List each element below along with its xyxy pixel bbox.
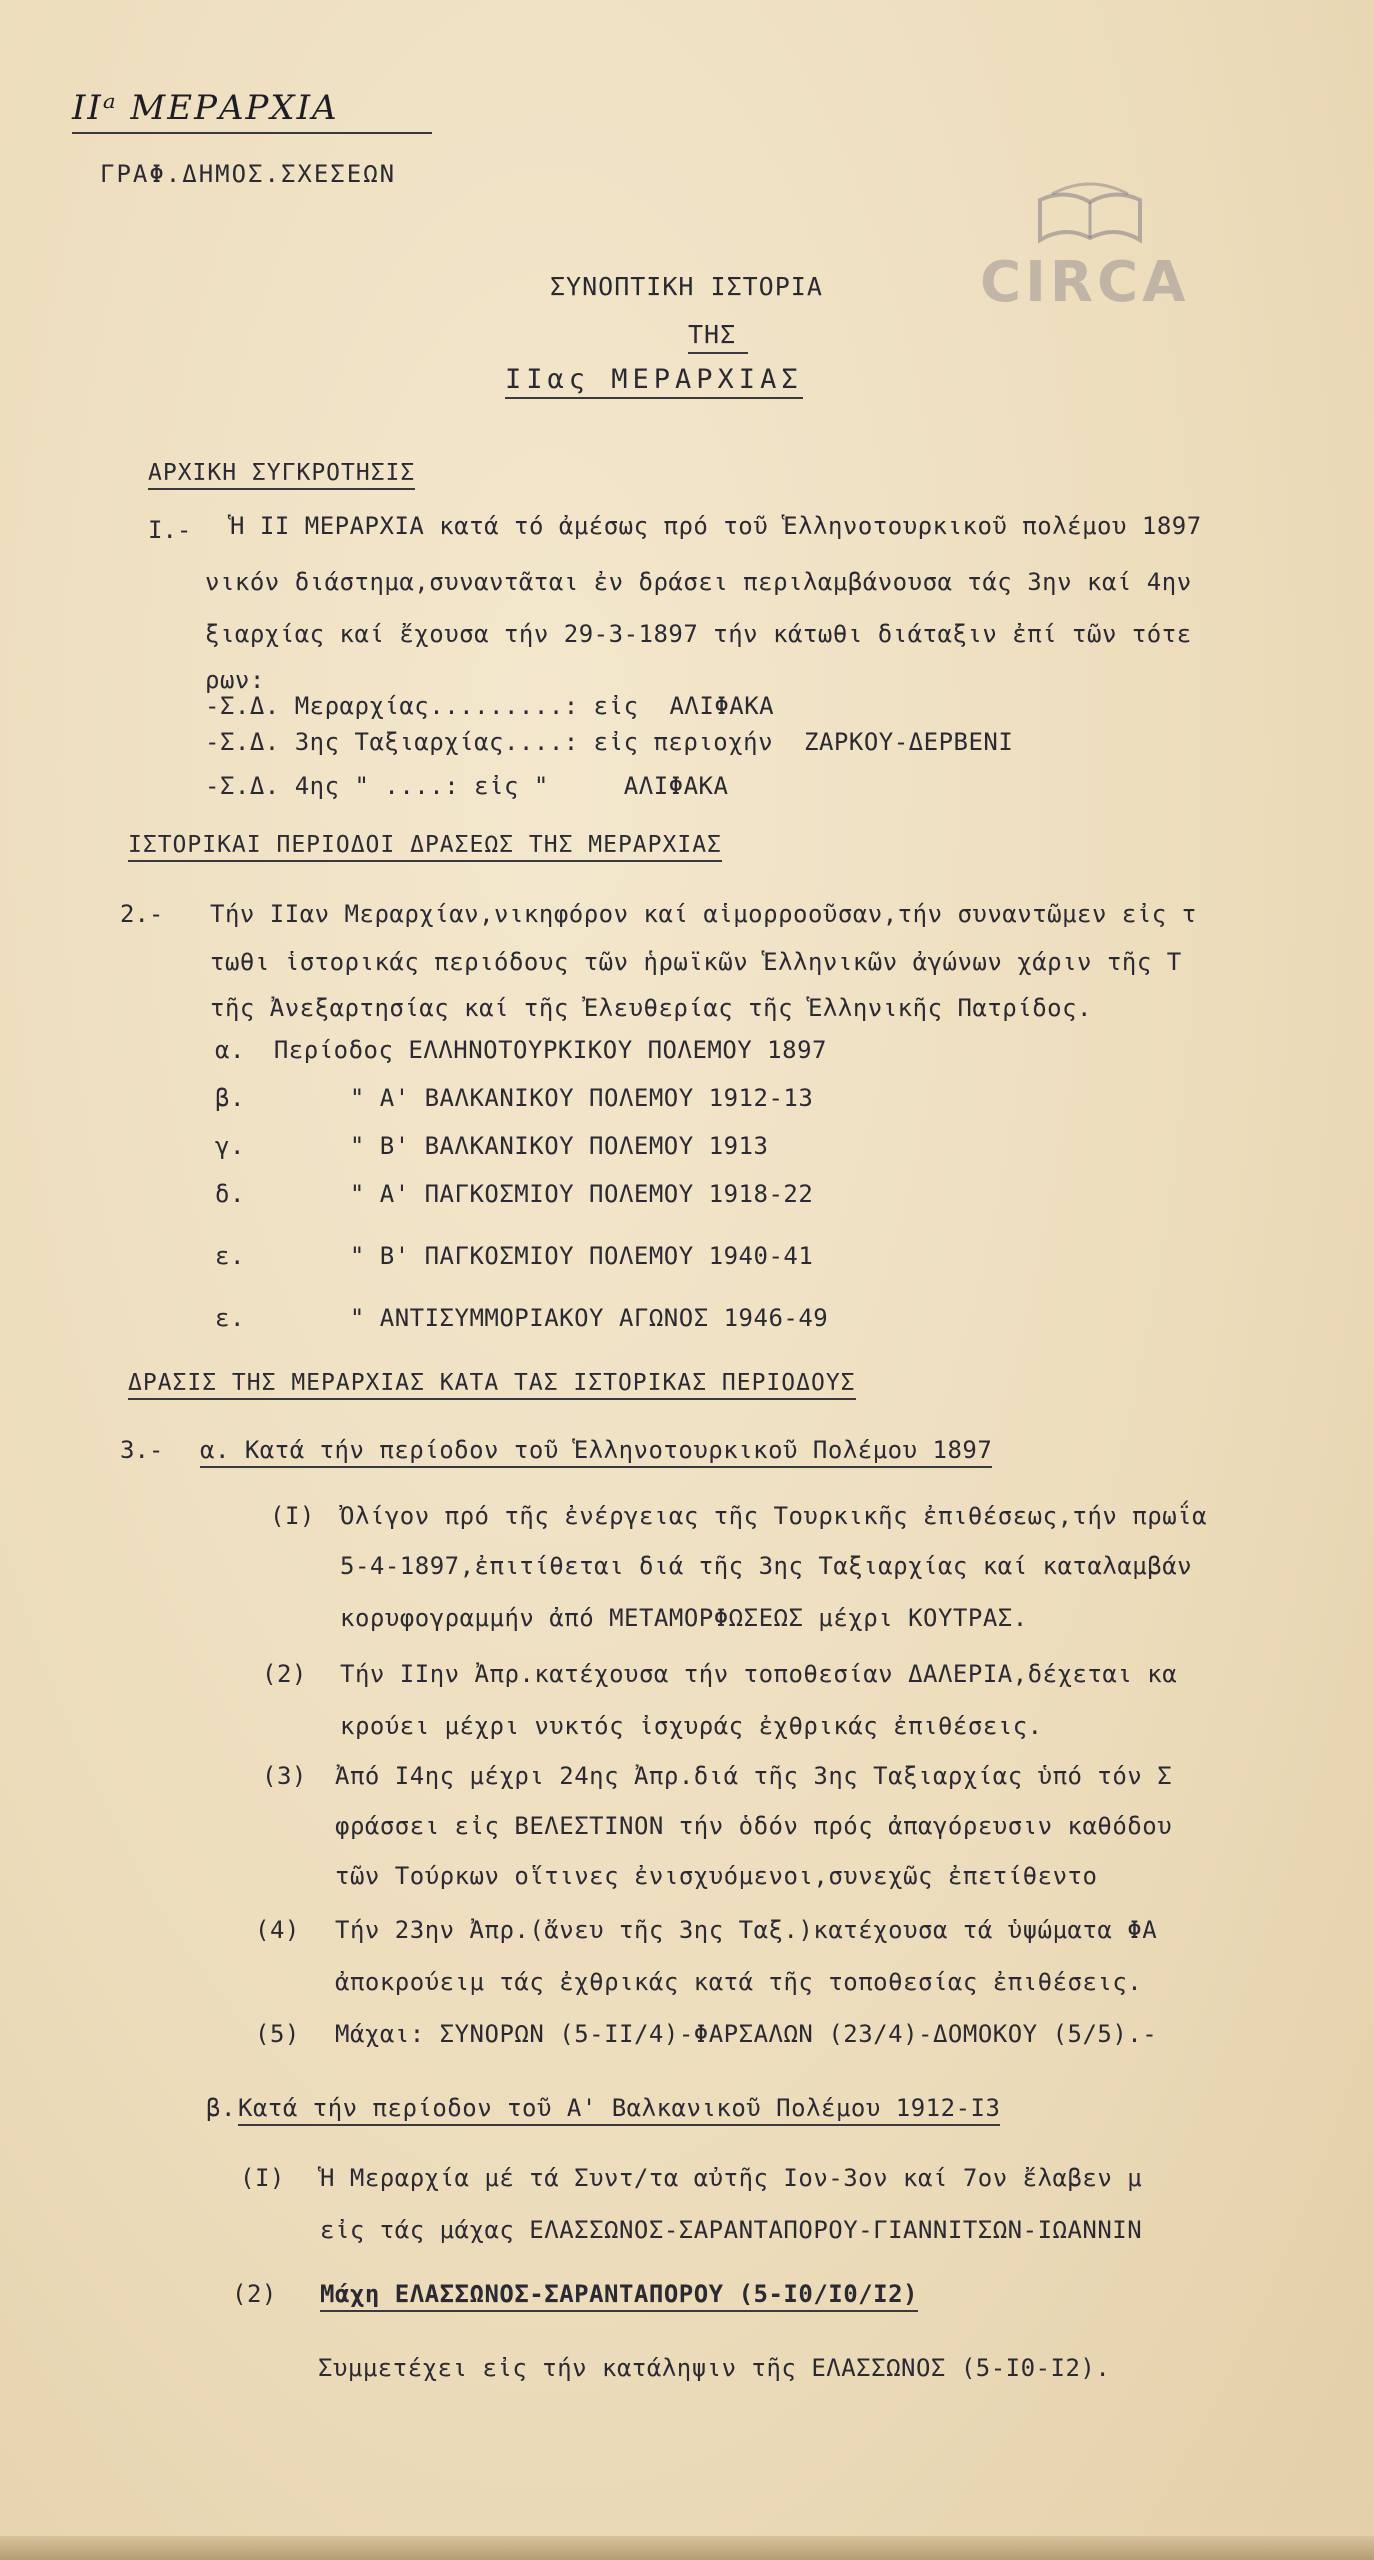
period-letter: β. <box>215 1084 245 1112</box>
period-row <box>215 1242 813 1270</box>
period-text: " Α' ΠΑΓΚΟΣΜΙΟΥ ΠΟΛΕΜΟΥ 1918-22 <box>349 1180 814 1208</box>
position-row <box>205 728 1013 756</box>
section2-line: Τήν IIαν Μεραρχίαν,νικηφόρον καί αἱμορροοῦσαν,τήν συναντῶμεν εἰς τ <box>210 900 1197 928</box>
period-letter: α. <box>215 1036 245 1064</box>
position-label: -Σ.Δ. 4ης " ....: εἰς " <box>205 772 549 800</box>
doc-title-line2: ΤΗΣ <box>688 320 737 349</box>
page-bottom-edge <box>0 2536 1374 2560</box>
period-text: " Β' ΠΑΓΚΟΣΜΙΟΥ ΠΟΛΕΜΟΥ 1940-41 <box>349 1242 814 1270</box>
section3-sub-b-letter: β. <box>206 2094 236 2122</box>
division-heading: IIᵃ ΜΕΡΑΡΧΙΑ <box>72 88 339 128</box>
action-line: ἀποκρούειμ τάς ἐχθρικάς κατά τῆς τοποθεσίας ἐπιθέσεις. <box>335 1968 1143 1996</box>
action-line: φράσσει εἰς ΒΕΛΕΣΤΙΝΟΝ τήν ὁδόν πρός ἀπαγόρευσιν καθόδου <box>335 1812 1173 1840</box>
section3-sub-b: Κατά τήν περίοδον τοῦ Α' Βαλκανικοῦ Πολέμου 1912-I3 <box>238 2094 1000 2126</box>
position-place: ΑΛΙΦΑΚΑ <box>669 692 775 720</box>
period-letter: ε. <box>215 1242 245 1270</box>
title-line2-underline <box>688 352 748 354</box>
action-number: (2) <box>262 1660 307 1688</box>
action-line: εἰς τάς μάχας ΕΛΑΣΣΩΝΟΣ-ΣΑΡΑΝΤΑΠΟΡΟΥ-ΓΙΑΝΝΙΤΣΩΝ-ΙΩΑΝΝΙΝ <box>320 2216 1143 2244</box>
section1-line: ξιαρχίας καί ἔχουσα τήν 29-3-1897 τήν κάτωθι διάταξιν ἐπί τῶν τότε <box>205 620 1192 648</box>
watermark-text: CIRCA <box>980 250 1190 315</box>
section2-line: τῆς Ἀνεξαρτησίας καί τῆς Ἐλευθερίας τῆς Ἑλληνικῆς Πατρίδος. <box>210 994 1093 1022</box>
circa-watermark <box>960 180 1220 340</box>
action-line: Ὀλίγον πρό τῆς ἐνέργειας τῆς Τουρκικῆς ἐπιθέσεως,τήν πρωΐα <box>340 1502 1208 1530</box>
section2-number: 2.- <box>120 900 164 928</box>
action-line: Τήν IIην Ἀπρ.κατέχουσα τήν τοποθεσίαν ΔΑΛΕΡΙΑ,δέχεται κα <box>340 1660 1178 1688</box>
action-line: Τήν 23ην Ἀπρ.(ἄνευ τῆς 3ης Ταξ.)κατέχουσα τά ὑψώματα ΦΑ <box>335 1916 1158 1944</box>
action-line: κορυφογραμμήν ἀπό ΜΕΤΑΜΟΡΦΩΣΕΩΣ μέχρι ΚΟΥΤΡΑΣ. <box>340 1604 1028 1632</box>
action-number: (3) <box>262 1762 307 1790</box>
action-line: κρούει μέχρι νυκτός ἰσχυράς ἐχθρικάς ἐπιθέσεις. <box>340 1712 1043 1740</box>
division-underline <box>72 132 432 134</box>
period-letter: δ. <box>215 1180 245 1208</box>
section3-sub-a: α. Κατά τήν περίοδον τοῦ Ἑλληνοτουρκικοῦ Πολέμου 1897 <box>200 1436 992 1468</box>
doc-title-line1: ΣΥΝΟΠΤΙΚΗ ΙΣΤΟΡΙΑ <box>550 272 823 301</box>
section3-number: 3.- <box>120 1436 164 1464</box>
position-label: -Σ.Δ. 3ης Ταξιαρχίας....: εἰς περιοχήν <box>205 728 774 756</box>
action-number: (5) <box>255 2020 300 2048</box>
section1-heading: ΑΡΧΙΚΗ ΣΥΓΚΡΟΤΗΣΙΣ <box>148 460 415 490</box>
section2-line: τωθι ἱστορικάς περιόδους τῶν ἡρωϊκῶν Ἑλληνικῶν ἀγώνων χάριν τῆς Τ <box>210 948 1182 976</box>
section1-line: Ἡ II ΜΕΡΑΡΧΙΑ κατά τό ἀμέσως πρό τοῦ Ἑλληνοτουρκικοῦ πολέμου 1897 <box>230 512 1202 540</box>
position-row <box>205 692 774 720</box>
section2-heading: ΙΣΤΟΡΙΚΑΙ ΠΕΡΙΟΔΟΙ ΔΡΑΣΕΩΣ ΤΗΣ ΜΕΡΑΡΧΙΑΣ <box>128 832 722 862</box>
action-line: Ἡ Μεραρχία μέ τά Συντ/τα αὐτῆς Ιον-3ον καί 7ον ἔλαβεν μ <box>320 2164 1143 2192</box>
period-text: " ΑΝΤΙΣΥΜΜΟΡΙΑΚΟΥ ΑΓΩΝΟΣ 1946-49 <box>349 1304 829 1332</box>
battle-summary: Συμμετέχει εἰς τήν κατάληψιν τῆς ΕΛΑΣΣΩΝΟΣ (5-I0-I2). <box>318 2354 1111 2382</box>
position-place: ΖΑΡΚΟΥ-ΔΕΡΒΕΝΙ <box>804 728 1014 756</box>
period-text: Περίοδος ΕΛΛΗΝΟΤΟΥΡΚΙΚΟΥ ΠΟΛΕΜΟΥ 1897 <box>273 1036 827 1064</box>
section1-line: νικόν διάστημα,συναντᾶται ἐν δράσει περιλαμβάνουσα τάς 3ην καί 4ην <box>205 568 1192 596</box>
action-line: τῶν Τούρκων οἵτινες ἐνισχυόμενοι,συνεχῶς ἐπετίθεντο <box>335 1862 1098 1890</box>
action-line: 5-4-1897,ἐπιτίθεται διά τῆς 3ης Ταξιαρχίας καί καταλαμβάν <box>340 1552 1193 1580</box>
action-number: (4) <box>255 1916 300 1944</box>
doc-title-line3: IIας ΜΕΡΑΡΧΙΑΣ <box>505 364 803 399</box>
action-line: Μάχαι: ΣΥΝΟΡΩΝ (5-II/4)-ΦΑΡΣΑΛΩΝ (23/4)-ΔΟΜΟΚΟΥ (5/5).- <box>335 2020 1158 2048</box>
period-text: " Β' ΒΑΛΚΑΝΙΚΟΥ ΠΟΛΕΜΟΥ 1913 <box>349 1132 769 1160</box>
position-place: ΑΛΙΦΑΚΑ <box>623 772 729 800</box>
section1-number: I.- <box>148 516 192 544</box>
period-row <box>215 1180 813 1208</box>
period-row <box>215 1036 827 1064</box>
period-row <box>215 1084 813 1112</box>
action-number: (I) <box>240 2164 285 2192</box>
action-number: (I) <box>270 1502 315 1530</box>
battle-title: Μάχη ΕΛΑΣΣΩΝΟΣ-ΣΑΡΑΝΤΑΠΟΡΟΥ (5-I0/I0/I2) <box>320 2280 918 2312</box>
office-label: ΓΡΑΦ.ΔΗΜΟΣ.ΣΧΕΣΕΩΝ <box>100 160 397 188</box>
action-line: Ἀπό I4ης μέχρι 24ης Ἀπρ.διά τῆς 3ης Ταξιαρχίας ὑπό τόν Σ <box>335 1762 1173 1790</box>
period-row <box>215 1304 828 1332</box>
position-row <box>205 772 728 800</box>
section1-line: ρων: <box>205 666 265 694</box>
position-label: -Σ.Δ. Μεραρχίας.........: εἰς <box>205 692 639 720</box>
action-number: (2) <box>232 2280 277 2308</box>
open-book-icon <box>1030 180 1150 250</box>
period-text: " Α' ΒΑΛΚΑΝΙΚΟΥ ΠΟΛΕΜΟΥ 1912-13 <box>349 1084 814 1112</box>
period-letter: γ. <box>215 1132 245 1160</box>
period-letter: ε. <box>215 1304 245 1332</box>
period-row <box>215 1132 768 1160</box>
section3-heading: ΔΡΑΣΙΣ ΤΗΣ ΜΕΡΑΡΧΙΑΣ ΚΑΤΑ ΤΑΣ ΙΣΤΟΡΙΚΑΣ ΠΕΡΙΟΔΟΥΣ <box>128 1370 856 1400</box>
